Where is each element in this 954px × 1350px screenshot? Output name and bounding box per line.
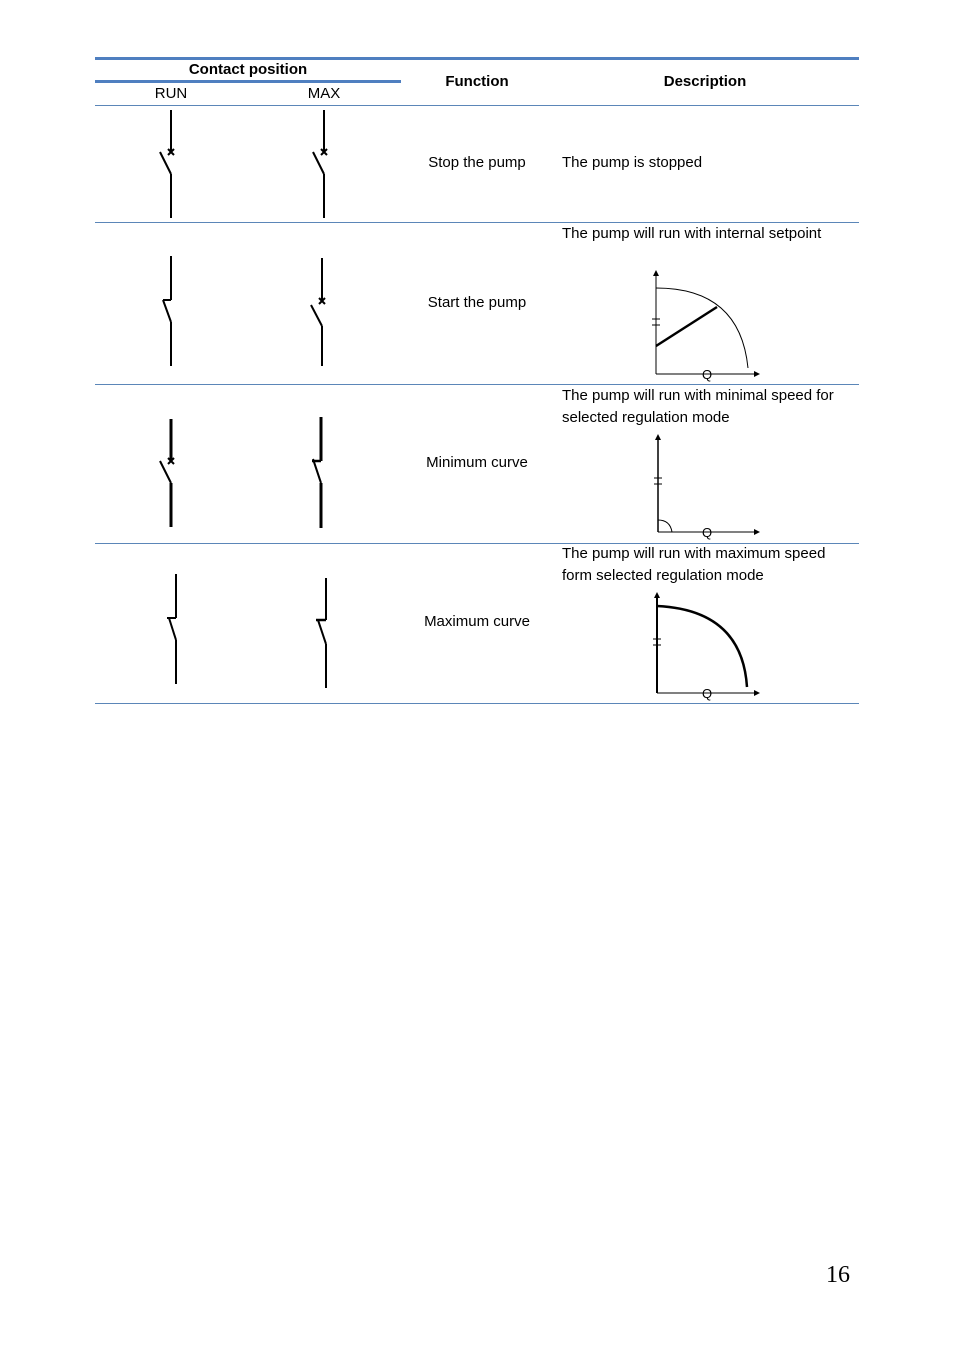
- setpoint-curve-chart: [640, 268, 770, 380]
- run-contact-symbol-start: [150, 256, 190, 368]
- function-minimum-curve: Minimum curve: [426, 454, 528, 471]
- function-start-the-pump: Start the pump: [427, 294, 527, 311]
- max-contact-symbol-stop: [303, 108, 343, 220]
- contact-position-rule: [95, 80, 401, 83]
- header-function: Function: [445, 73, 509, 90]
- q-axis-label: Q: [702, 525, 713, 540]
- description-start-the-pump: The pump will run with internal setpoint: [562, 225, 822, 242]
- header-contact-position: Contact position: [188, 61, 308, 78]
- description-minimum-curve: The pump will run with minimal speed for selected regulation mode: [562, 387, 834, 426]
- run-contact-symbol-stop: [150, 108, 190, 220]
- minimum-curve-chart: [640, 426, 770, 538]
- max-contact-symbol-minimum: [300, 417, 340, 529]
- max-contact-symbol-start: [300, 256, 340, 368]
- maximum-curve-chart: [640, 588, 770, 700]
- description-maximum-curve: The pump will run with maximum speed form selected regulation mode: [562, 545, 826, 584]
- table-top-rule: [95, 57, 859, 60]
- function-maximum-curve: Maximum curve: [424, 613, 530, 630]
- run-contact-symbol-maximum: [155, 574, 195, 686]
- header-max: MAX: [307, 85, 341, 102]
- description-stop-the-pump: The pump is stopped: [562, 154, 703, 171]
- header-bottom-rule: [95, 105, 859, 106]
- function-stop-the-pump: Stop the pump: [428, 154, 526, 171]
- header-run: RUN: [154, 85, 188, 102]
- q-axis-label: Q: [702, 367, 713, 382]
- page-number: 16: [826, 1262, 850, 1288]
- max-contact-symbol-maximum: [305, 576, 345, 688]
- header-description: Description: [663, 73, 747, 90]
- table-bottom-rule: [95, 703, 859, 704]
- q-axis-label: Q: [702, 686, 713, 701]
- run-contact-symbol-minimum: [150, 417, 190, 529]
